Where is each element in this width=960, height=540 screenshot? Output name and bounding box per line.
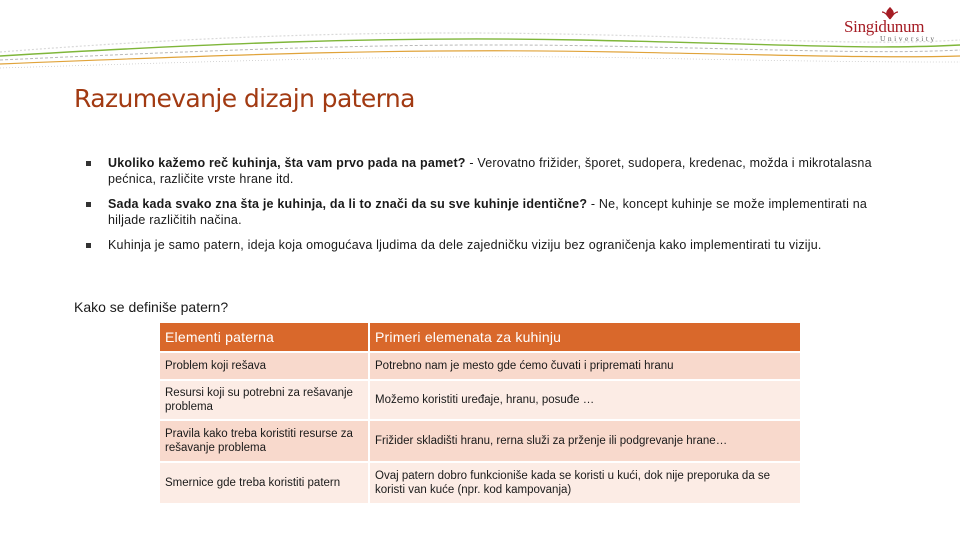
table-cell: Frižider skladišti hranu, rerna služi za prženje ili podgrevanje hrane… [369,420,801,462]
table-row [159,420,801,462]
logo-name: Singidunum [844,17,925,36]
decorative-wave-lines [0,0,960,80]
table-header-cell: Elementi paterna [159,322,369,352]
logo-subtitle: University [880,34,937,43]
table-cell: Možemo koristiti uređaje, hranu, posuđe … [369,380,801,420]
bullet-item [86,238,886,254]
table-row [159,380,801,420]
table-cell: Potrebno nam je mesto gde ćemo čuvati i pripremati hranu [369,352,801,380]
bullet-square-icon [86,202,91,207]
bullet-item [86,197,886,228]
table-cell: Smernice gde treba koristiti patern [159,462,369,504]
table-cell: Pravila kako treba koristiti resurse za rešavanje problema [159,420,369,462]
bullet-question: Sada kada svako zna šta je kuhinja, da li to znači da su sve kuhinje identične? [108,197,588,211]
table-row [159,352,801,380]
bullet-square-icon [86,161,91,166]
bullet-list [86,156,886,264]
table-cell: Ovaj patern dobro funkcioniše kada se koristi u kući, dok nije preporuka da se koristi van kuće (npr. kod kampovanja) [369,462,801,504]
table-cell: Problem koji rešava [159,352,369,380]
university-logo [842,6,942,42]
slide-title: Razumevanje dizajn paterna [74,84,415,113]
pattern-elements-table [158,321,802,505]
bullet-question: Ukoliko kažemo reč kuhinja, šta vam prvo pada na pamet? [108,156,466,170]
table-row [159,462,801,504]
bullet-item [86,156,886,187]
section-subheading: Kako se definiše patern? [74,299,229,315]
bullet-answer: - Ne, koncept kuhinje se može implementirati na hiljade različitih načina. [108,197,868,227]
bullet-answer: - Verovatno frižider, šporet, sudopera, kredenac, možda i mikrotalasna pećnica, različite vrste hrane itd. [108,156,872,186]
table-header-row [159,322,801,352]
bullet-answer: Kuhinja je samo patern, ideja koja omogućava ljudima da dele zajedničku viziju bez ograničenja kako implementirati tu viziju. [108,238,822,252]
table-header-cell: Primeri elemenata za kuhinju [369,322,801,352]
table-cell: Resursi koji su potrebni za rešavanje problema [159,380,369,420]
bullet-square-icon [86,243,91,248]
